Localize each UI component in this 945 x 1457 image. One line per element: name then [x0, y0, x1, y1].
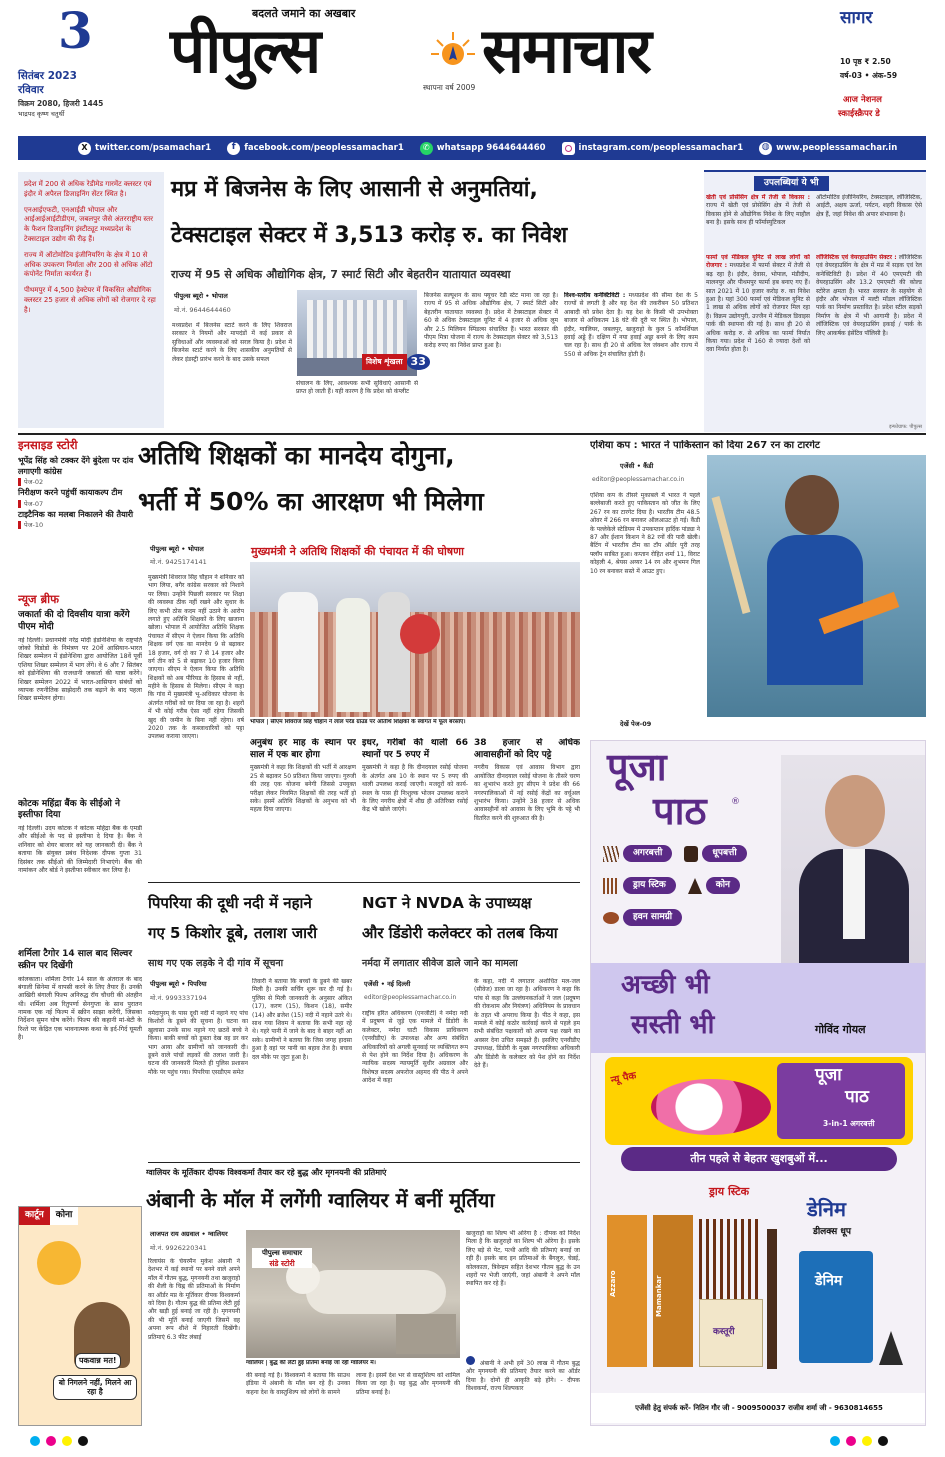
box4-text: लॉजिस्टिक एवं वेयरहाउसिंग के क्षेत्र में मप्र में सड़क एवं रेल कनेक्टिविटी है। प्रदेश में 40 एमएमटी की वेयरहाउसिंग और 13.2 एमएमटी की कोल्ड स्टोरेज क्षमता है। भारत सरकार के सहयोग से इंदौर और भोपाल में मल्टी मॉडल लॉजिस्टिक पार्क का निर्माण प्रस्तावित है। प्रदेश स्टील सड़को निर्माण के क्षेत्र में भी आगामी है। प्रदेश में लॉजिस्टिक एवं वेयरहाउसिंग इकाई / पार्क के लिए आकर्षक इंसेंटिव पॉलिसी है। [816, 254, 922, 337]
inside-story [18, 438, 142, 529]
pooja-paath-ad [590, 740, 926, 1426]
lead-col-2: संचालन के लिए, आवश्यक सभी सुविधाएं आसानी से प्राप्त हो जाती हैं। यही कारण है कि प्रदेश को कंप्लीट [296, 380, 418, 396]
lead-bullets [18, 172, 164, 428]
box3-title: फार्मा एवं मेडिकल यूनिट से लाख लोगों को रोजगार : [706, 254, 810, 270]
ngt-col-1: राष्ट्रीय हरित अधिकरण (एनजीटी) ने नर्मदा नदी में प्रदूषण से जुड़े एक मामले में डिंडोरी के कलेक्टर, नर्मदा घाटी विकास प्राधिकरण (एनवीडीए) के उपाध्यक्ष और अन्य संबंधित अधिकारियों को अगली सुनवाई पर व्यक्तिगत रूप से पेश होने का निर्देश दिया है। अधिकरण के न्यायिक सदस्य न्यायमूर्ति सुधीर अग्रवाल और विशेषज्ञ सदस्य अफरोज अहमद की पीठ ने अपने आदेश में कहा [362, 1010, 468, 1085]
achievements-box-3 [706, 254, 810, 422]
product-label: ड्राय स्टिक [623, 877, 676, 894]
divider [148, 882, 580, 883]
ngt-col-2: के कहा, नदी में लगातार अशोधित मल-जल (सीवेज) डाला जा रहा है। अधिकरण ने कहा कि पांच से कहा कि उल्लंघनकर्ताओं ने जल (प्रदूषण की रोकथाम और नियंत्रण) अधिनियम के प्रावधान के तहत भी अपराध किया है। पीठ ने कहा, इस मामले में कोई कठोर कार्रवाई करने से पहले हम सभी संबंधित पक्षकारों को अपना पक्ष रखने का अवसर देना उचित समझते हैं। इसलिए एनवीडीए उपाध्यक्ष, डिंडोरी के मुख्य नगरपालिका अधिकारी और डिंडोरी के कलेक्टर को पेश होने का निर्देश देते हैं। [474, 978, 580, 1069]
ad-product-row-2 [603, 877, 740, 894]
teachers-headline-2: भर्ती में 50% का आरक्षण भी मिलेगा [138, 487, 484, 516]
pages-price: 10 पृष्ठ ₹ 2.50 [840, 57, 891, 66]
series-badge [362, 354, 430, 370]
social-label: whatsapp 9644644460 [436, 142, 546, 153]
pipariya-subhead: साथ गए एक लड़के ने दी गांव में सूचना [148, 958, 284, 969]
box4-title: लॉजिस्टिक एवं वेयरहाउसिंग सेक्टर : [816, 254, 897, 261]
inside-item[interactable] [18, 510, 142, 530]
social-label: facebook.com/peoplessamachar1 [244, 142, 404, 153]
social-label: instagram.com/peoplessamachar1 [578, 142, 744, 153]
infograph-credit: इन्फोग्राफ: पीपुल्स [889, 423, 922, 430]
ad-denim-box [799, 1251, 873, 1363]
teachers-body: मुख्यमंत्री शिवराज सिंह चौहान ने शनिवार को भाग लिया, बगैर कांग्रेस सरकार को निशाने पर लिया। उन्होंने पिछली सरकार पर शिक्षा की व्यवस्था ठीक नहीं रखने और सुधार के लिए कभी ठोस कदम नहीं उठाने के आरोप लगाते हुए अतिथि शिक्षकों के लिए खजाना खोला। भोपाल में आयोजित अतिथि शिक्षक पंचायत में सीएम ने ऐलान किया कि अतिथि शिक्षक वर्ग एक का मानदेय 9 से बढ़ाकर 18 हजार, वर्ग दो का 7 से 14 हजार और वर्ग तीन को 5 से बढ़ाकर 10 हजार किया जाएगा। सीएम ने ऐलान किया कि अतिथि शिक्षकों को अब पीरियड के हिसाब से नहीं, महीने के हिसाब से मिलेगा। सीएम ने कहा कि गांव में मुख्यमंत्री भू-अधिकार योजना के अंतर्गत गरीबों को घर दिया जा रहा है। शहरों में भी कोई गरीब ऐसा नहीं रहेगा जिसकी खुद की जमीन के बिना नहीं रहेगा। वर्ष 2020 तक के कब्जाधारियों को पट्टा उपलब्ध कराया जाएगा। [148, 574, 244, 741]
series-badge-label: विशेष शृंखला [362, 354, 407, 369]
divider [18, 433, 926, 435]
social-item-website[interactable] [759, 142, 897, 155]
product-label: हवन सामग्री [623, 909, 682, 926]
asia-email: editor@peoplessamachar.co.in [592, 476, 685, 483]
ngt-byline: एजेंसी • नई दिल्ली [364, 980, 411, 988]
product-label: धूपबत्ती [702, 845, 746, 862]
ngt-email: editor@peoplessamachar.co.in [364, 994, 457, 1001]
asia-byline: एजेंसी • कैंडी [620, 462, 654, 470]
cartoon-label: कार्टून [19, 1207, 50, 1225]
ad-slogan-2: सस्ती भी [631, 1010, 715, 1040]
brief-body: नई दिल्ली। उदय कोटक ने कोटक महिंद्रा बैंक के एमडी और सीईओ के पद से इस्तीफा दे दिया है। बैंक ने शनिवार को शेयर बाजार को यह जानकारी दी। बैंक ने बताया कि संयुक्त प्रबंध निदेशक दीपक गुप्ता 31 दिसंबर तक सीईओ की जिम्मेदारी निभाएंगे। बैंक की नामांकन और बोर्ड ने इस्तीफा स्वीकार कर लिया है। [18, 825, 142, 874]
cartoon-sun-icon [37, 1241, 81, 1285]
achievements-box-1 [706, 194, 810, 250]
ad-stick-box-2-label: Mamankar [655, 1275, 663, 1317]
teachers-sub-2 [362, 738, 468, 878]
teachers-photo-head: मुख्यमंत्री ने अतिथि शिक्षकों की पंचायत में की घोषणा [251, 545, 464, 558]
bullet-item: राज्य में ऑटोमोटिव इंजीनियरिंग के क्षेत्र में 10 से अधिक उपकरण निर्माता और 200 से अधिक ऑटो कंपोनेंट निर्माता कार्यरत हैं। [24, 250, 153, 279]
product-label: अगरबत्ती [623, 845, 672, 862]
havan-samagri-icon [603, 912, 619, 924]
ad-pack-tag: 3-in-1 अगरबत्ती [823, 1119, 875, 1128]
news-brief-title: न्यूज ब्रीफ [18, 592, 60, 606]
date-line-2: रविवार [18, 84, 44, 96]
ad-incense-burner [767, 1229, 777, 1369]
sub-2-text: मुख्यमंत्री ने कहा है कि दीनदयाल रसोई योजना के अंतर्गत अब 10 के स्थान पर 5 रुपए की थाली उपलब्ध कराई जाएगी। मजदूरों को कार्य-स्थल के पास ही निःशुल्क भोजन उपलब्ध कराने के लिए नगरीय क्षेत्रों में शीघ्र ही अतिरिक्त रसोई केंद्र भी खोले जाएंगे। [362, 764, 468, 814]
pipariya-byline: पीपुल्स ब्यूरो • पिपरिया [150, 980, 207, 988]
achievements-box-4 [816, 254, 922, 422]
gwalior-byline: लाजपत राय अग्रवाल • ग्वालियर [150, 1230, 228, 1238]
ad-kasturi-label: कस्तूरी [713, 1327, 735, 1337]
lead-col-3: बिजनेस सल्यूशन के साथ फ्यूचर रेडी स्टेट माना जा रहा है। राज्य में 95 से अधिक औद्योगिक क्षेत्र, 7 स्मार्ट सिटी और बेहतरीन यातायात व्यवस्था है। प्रदेश में टेक्सटाइल सेक्टर में 60 से अधिक टेक्सटाइल यूनिट में 4 हजार से अधिक लूम और 2.5 मिलियन स्पिंडल्स संचालित हैं। भारत सरकार की पीएम मित्रा योजना में राज्य के टेक्सटाइल सेक्टर को 3,513 करोड़ रुपए का निवेश प्राप्त हुआ है। [424, 292, 558, 350]
cricket-photo [707, 455, 926, 717]
print-registration-marks [30, 1436, 88, 1446]
social-item-whatsapp[interactable] [420, 142, 546, 155]
ad-denim-brand: डेनिम [807, 1197, 846, 1221]
gwalior-col-4: खजुराहो का शिल्प भी ओरेगा है : दीपक को निर्देश मिला है कि खजुराहो का शिल्प भी ओरेगा है। इसके लिए बड़े से पेट, पत्थी आदि की प्रतिमाएं बनाई जा रही हैं। इसके बाद इन प्रतिमाओं के बैंगलुरु, चेन्नई, कोलकाता, त्रिवेन्द्रम सहित देशभर गौतम बुद्ध के उन शहरों पर भेजी जाएंगी, जहां अंबानी ने अपने मॉल स्थापित कर रहे हैं। [466, 1230, 580, 1288]
ad-deluxe: डीलक्स धूप [813, 1227, 851, 1237]
brief-headline: कोटक महिंद्रा बैंक के सीईओ ने इस्तीफा दिया [18, 798, 120, 821]
quote-icon [466, 1356, 475, 1365]
ad-product-row-1 [603, 845, 747, 862]
teachers-photo [250, 562, 580, 717]
cartoon [18, 1206, 142, 1426]
box1-text: राज्य में खेती एवं प्रोसेसिंग क्षेत्र में तेजी से विकास होने से औद्योगिक निवेश के लिए माहौल बना है। इसके साथ ही फॉर्मास्युटिकल [706, 202, 810, 227]
box1-title: खेती एवं प्रोसेसिंग क्षेत्र में तेजी से विकास : [706, 194, 810, 201]
pipariya-col-2: तिवारी ने बताया कि बच्चों के डूबने की खबर मिली है। उनकी सर्चिंग शुरू कर दी गई है। पुलिस से मिली जानकारी के अनुसार अंकित (17), करण (15), किशन (18), समीर (14) और ब्रजेश (15) नदी में नहाने उतरे थे। साथ गया शिवम ने बताया कि सभी नहा रहे थे। गहरे पानी में जाने के बाद वे बाहर नहीं आ सके। ग्रामीणों ने बताया कि जिस जगह हादसा हुआ है वहां पर पानी का बहाव तेज है। बचाव दल मौके पर जुटा हुआ है। [252, 978, 352, 1061]
inside-item-page: पेज-07 [18, 500, 142, 508]
inside-item[interactable] [18, 456, 142, 486]
social-item-facebook[interactable] [227, 142, 404, 155]
ad-dry-stick-label: ड्राय स्टिक [709, 1185, 750, 1198]
gwalior-kicker: ग्वालियर के मूर्तिकार दीपक विश्वकर्मा तैयार कर रहे बुद्ध और मृगनयनी की प्रतिमाएं [146, 1168, 387, 1177]
lead-col-4-text: मध्यप्रदेश की सीमा देश के 5 राज्यों से लगती है और यह देश की तकरीबन 50 प्रतिशत आबादी को प्रवेश देता है। यह देश के किसी भी उपभोक्ता बाजार से अधिकतम 18 घंटे की दूरी पर स्थित है। भोपाल, इंदौर, ग्वालियर, जबलपुर, खजुराहो के कुल 5 कॉमर्शियल हवाई अड्डे हैं। दक्षिण में नया हवाई अड्डा बनने के लिए काम चल रहा है। साथ ही 20 से अधिक रेल जंक्शन और राज्य में 550 से अधिक ट्रेन संचालित होती हैं। [564, 292, 698, 358]
teachers-headline-1: अतिथि शिक्षकों का मानदेय दोगुना, [138, 441, 455, 470]
incense-stick-icon [603, 846, 619, 862]
gwalior-quote [466, 1356, 580, 1424]
sub-3-title: 38 हजार से अधिक आवासहीनों को दिए पट्टे [474, 738, 580, 760]
cartoon-bubble-2: बो निगलने नहीं, मिलने आ रहा है [53, 1375, 137, 1400]
tagline: बदलते जमाने का अखबार [252, 7, 356, 20]
date-line-4: भाद्रपद कृष्ण चतुर्थी [18, 110, 65, 118]
ad-brand-2: पाठ [653, 789, 707, 833]
inside-item[interactable] [18, 488, 142, 508]
sun-emblem-icon [431, 30, 475, 74]
instagram-icon [562, 142, 575, 155]
ad-pack-brand-2: पाठ [845, 1087, 869, 1107]
ad-flowers [651, 1079, 771, 1135]
ad-denim-box-label: डेनिम [815, 1273, 843, 1289]
news-brief [18, 592, 142, 1198]
asia-body: एशिया कप के तीसरे मुकाबले में भारत ने पहले बल्लेबाजी करते हुए पाकिस्तान को जीत के लिए 267 रन का टारगेट दिया है। भारतीय टीम 48.5 ओवर में 266 रन बनाकर ऑलआउट हो गई। कैंडी के पल्लेकेले स्टेडियम में उपकप्तान हार्दिक पांड्या ने 87 और ईशान किशन ने 82 रनों की पारी खेली। बैटिंग में भारतीय टीम का टॉप ऑर्डर पूरी तरह फ्लॉप साबित हुआ। कप्तान रोहित शर्मा 11, विराट कोहली 4, श्रेयस अय्यर 14 रन और शुभमन गिल 10 रन बनाकर सस्ते में आउट हुए। [590, 492, 700, 575]
ad-pack-brand-1: पूजा [815, 1065, 842, 1085]
cone-icon [688, 878, 702, 894]
ngt-headline-2: और डिंडोरी कलेक्टर को तलब किया [362, 924, 558, 942]
globe-icon: ◍ [759, 142, 772, 155]
lead-subhead: राज्य में 95 से अधिक औद्योगिक क्षेत्र, 7 स्मार्ट सिटी और बेहतरीन यातायात व्यवस्था [171, 268, 511, 281]
x-icon: X [78, 142, 91, 155]
inside-item-text: भूपेंद्र सिंह को टक्कर देंगे बुंदेला पर दांव लगाएगी कांग्रेस [18, 456, 134, 476]
whatsapp-icon: ✆ [420, 142, 433, 155]
ad-product-row-3 [603, 909, 682, 926]
brief-headline: शर्मिला टैगोर 14 साल बाद सिल्वर स्क्रीन पर दिखेंगी [18, 949, 132, 971]
pipariya-phone: मो.नं. 9993337194 [150, 994, 207, 1002]
ad-stick-box-1-label: Azzaro [609, 1270, 617, 1297]
gwalior-phone: मो.नं. 9926220341 [150, 1244, 207, 1252]
gwalior-col-1: रिलायंस के चेयरमैन मुकेश अंबानी ने देशभर में कई स्थानों पर बनने वाले अपने मॉल में गौतम बुद्ध, मृगनयनी तथा खजुराहो की शैली के चिह्न की प्रतिमाओं के निर्माण का ऑर्डर मप्र के मूर्तिकार दीपक विश्वकर्मा को दिया है। गौतम बुद्ध की प्रतिमा लेटी हुई और खड़ी हुई बनाई जा रही है। मृगनयनी की भी मूर्ति बनाई जाएगी जिसमें वह अपना रूप शीशे में निहारती दिखेंगी। प्रतिमाएं 6.3 फीट लंबाई [148, 1258, 240, 1341]
inside-item-page: पेज-10 [18, 521, 142, 529]
teachers-phone: मो.नं. 9425174141 [150, 558, 207, 566]
ad-cone-dark [879, 1331, 903, 1365]
title-left: पीपुल्स [170, 14, 320, 87]
inside-item-page: पेज-02 [18, 478, 142, 486]
lead-headline-2: टेक्सटाइल सेक्टर में 3,513 करोड़ रु. का निवेश [171, 223, 568, 248]
social-item-twitter[interactable] [78, 142, 211, 155]
stamp-line-2: संडे स्टोरी [252, 1259, 312, 1268]
ad-slogan-1: अच्छी भी [621, 970, 710, 1000]
cartoon-corner: कोना [50, 1207, 79, 1225]
teachers-sub-3 [474, 738, 580, 878]
achievements-title: उपलब्धियां ये भी [754, 176, 829, 191]
lead-col-4-title: विश्व-स्तरीय कनेक्टिविटी : [564, 292, 626, 299]
brief-body: नई दिल्ली। प्रधानमंत्री नरेंद्र मोदी इंडोनेशिया के राष्ट्रपति जोको विडोडो के निमंत्रण पर 20वें आसियान-भारत शिखर सम्मेलन में इंडोनेशिया द्वारा आयोजित 18वें पूर्वी एशिया शिखर सम्मेलन में भाग लेंगे। वे 6 और 7 सितंबर को इंडोनेशिया की राजधानी जकार्ता की यात्रा करेंगे। शिखर सम्मेलन 2022 में भारत-आसियान संबंधों को व्यापक रणनीतिक साझेदारी तक बढ़ाने के बाद पहला शिखर सम्मेलन होगा। [18, 636, 142, 703]
gwalior-headline: अंबानी के मॉल में लगेंगी ग्वालियर में बनीं मूर्तिया [146, 1188, 495, 1212]
brief-headline: जकार्ता की दो दिवसीय यात्रा करेंगे पीएम मोदी [18, 610, 130, 633]
title-right: समाचार [482, 14, 650, 87]
pipariya-headline-2: गए 5 किशोर डूबे, तलाश जारी [148, 924, 318, 942]
ad-person-name: गोविंद गोयल [815, 1023, 866, 1036]
lead-headline-1: मप्र में बिजनेस के लिए आसानी से अनुमतियां, [171, 177, 538, 202]
founded: स्थापना वर्ष 2009 [423, 83, 476, 92]
edition: सागर [840, 8, 873, 28]
ad-brand-1: पूजा [607, 745, 667, 789]
gwalior-col-3: लाना है। इसमें देश भर से वास्तुशिल्प को शामिल किया जा रहा है। यह बुद्ध और मृगनयनी की प्रतिमा बनाई है। [356, 1372, 460, 1396]
print-registration-marks [830, 1436, 888, 1446]
achievements-box-2: ऑटोमोटिव इंजीनियरिंग, टेक्सटाइल, लॉजिस्टिक, आईटी, अक्षय ऊर्जा, पर्यटन, शहरी विकास ऐसे क्षेत्र हैं, जहां निवेश की अपार संभावना है। [816, 194, 922, 218]
teachers-sub-1 [250, 738, 356, 878]
box3-text: मध्यप्रदेश में फार्मा सेक्टर में तेजी से बढ़ रहा है। इंदौर, देवास, भोपाल, मंडीदीप, मालनपुर और पीथमपुर फार्मा हब बनाए गए हैं। सात 2021 में 10 हजार करोड़ रु. का निवेश हुआ है। यहां 300 फार्मा एवं मेडिकल यूनिट से 1 लाख से अधिक लोगों को रोजगार मिल रहा है। विक्रम उद्योगपुरी, उज्जैन में मेडिकल डिवाइस पार्क की स्थापना की गई है। साथ ही 20 से अधिक करोड़ रु. से अधिक का फार्मा निर्यात किया गया। प्रदेश में 160 से ज्यादा देशों को दवा निर्यात होता है। [706, 262, 810, 354]
divider [148, 1162, 580, 1163]
lead-byline: पीपुल्स ब्यूरो • भोपाल [174, 292, 228, 300]
skyscraper-line-1: आज नेशनल [843, 95, 882, 105]
stamp-line-1: पीपुल्स समाचार [252, 1248, 312, 1259]
asia-more[interactable]: देखें पेज-09 [620, 720, 652, 728]
ngt-subhead: नर्मदा में लगातार सीवेज डाले जाने का मामला [362, 958, 518, 969]
sub-2-title: इधर, गरीबों की थाली 66 स्थानों पर 5 रुपए में [362, 738, 468, 760]
date-line-1: सितंबर 2023 [18, 70, 77, 82]
ngt-headline-1: NGT ने NVDA के उपाध्यक्ष [362, 894, 532, 912]
skyscraper-line-2: स्काईस्क्रैपर डे [838, 109, 880, 119]
masthead [0, 0, 945, 153]
inside-item-text: निरीक्षण करने पहुंचीं कायाकल्प टीम [18, 488, 123, 498]
ad-new-pack: न्यू पैक [609, 1070, 638, 1087]
social-bar [18, 136, 926, 160]
social-label: www.peoplessamachar.in [776, 142, 898, 153]
cartoon-bubble-1: पकवान्न मत! [75, 1353, 121, 1369]
lead-col-4 [564, 292, 698, 424]
sub-1-title: अनुबंध हर माह के स्थान पर साल में एक बार होगा [250, 738, 356, 760]
sunday-stamp [252, 1248, 312, 1268]
date-day: 3 [58, 1, 93, 60]
gwalior-caption: ग्वालियर | बुद्ध की लेटी हुई प्रतिमा बनाई जा रही ग्वालियर में। [246, 1360, 376, 1366]
gwalior-col-2: की बनाई गई है। विश्वकर्मा ने बताया कि साउथ इंडिया में अंबानी के मॉल बन रहे हैं। उनका कहना देश के वास्तुशिल्प को लोगों के सामने [246, 1372, 350, 1396]
teachers-caption: भोपाल | सीएम शिवराज सिंह चौहान ने लाल परेड ग्राउंड पर अतिथि शिक्षकों के स्वागत में फूल बरसाए। [250, 719, 466, 725]
bullet-item: एनआईएफटी, एनआईडी भोपाल और आईआईआईटीडीएम, जबलपुर जैसे अंतरराष्ट्रीय स्तर के फैशन डिजाइनिंग इंस्टीट्यूट मध्यप्रदेश के टेक्सटाइल उद्योग की रीढ़ हैं। [24, 205, 153, 243]
date-line-3: विक्रम 2080, हिजरी 1445 [18, 99, 104, 108]
bullet-item: पीथमपुर में 4,500 हेक्टेयर में विकसित औद्योगिक क्लस्टर 25 हजार से अधिक लोगों को रोजगार दे रहा है। [24, 286, 156, 314]
dry-stick-icon [603, 878, 619, 894]
inside-item-text: टाइटैनिक का मलबा निकालने की तैयारी [18, 509, 134, 519]
ad-registered: ® [731, 797, 740, 807]
series-badge-number: 33 [407, 354, 430, 370]
teachers-byline: पीपुल्स ब्यूरो • भोपाल [150, 545, 204, 553]
sub-3-text: नगरीय विकास एवं आवास विभाग द्वारा आयोजित दीनदयाल रसोई योजना के तीसरे चरण का शुभारंभ करते हुए सीएम ने प्रदेश की 66 नगरपालिकाओं में नई रसोई केंद्रों का वर्चुअल शुभारंभ किया। उन्होंने 38 हजार से अधिक आवासहीनों को आवास के लिए भूमि के पट्टे भी वितरित करने की शुरुआत की है। [474, 764, 580, 822]
ad-contact: एजेंसी हेतु संपर्क करें- नितिन गौर जी - 9009500037 राजीव शर्मा जी - 9630814655 [591, 1393, 926, 1423]
ad-sticks [699, 1219, 759, 1299]
pipariya-col-1: नर्मदापुरम् के पास दूधी नदी में नहाने गए पांच किशोरों के डूबने की सूचना है। घटना का खुलासा उनके साथ नहाने गए छठवें बच्चे ने किया। बाकी बच्चों को डूबता देख वह डर कर भाग आया और ग्रामीणों को जानकारी दी। डूबने वाले पांचों लड़कों की तलाश जारी है। घटना की जानकारी मिलते ही पुलिस प्रशासन मौके पर पहुंच गया। पिपरिया एसडीएम समेत [148, 1010, 248, 1076]
pipariya-headline-1: पिपरिया की दूधी नदी में नहाने [148, 894, 312, 912]
volume: वर्ष-03 • अंक-59 [840, 71, 898, 80]
achievements-box [704, 170, 926, 432]
lead-col-1: मध्यप्रदेश में बिजनेस स्टार्ट करने के लिए शिवराज सरकार ने नियमों और मापदंडों में कई प्रकार से सुविधाओं और व्यवस्थाओं को सरल किया है। प्रदेश में बिजनेस स्टार्ट करने के लिए शासकीय अनुमतियों से लेकर इंडस्ट्री प्रारंभ करने के बाद उसके सफल [172, 322, 292, 363]
brief-body: कोलकाता। शर्मिला टैगोर 14 साल के अंतराल के बाद बंगाली सिनेमा में वापसी करने के लिए तैयार हैं। उनकी आखिरी बंगाली फिल्म अनिरुद्ध रॉय चौधरी की अंतहीन थी। शर्मिला अब रितुपर्णा सेनगुप्ता के साथ पुरातन नामक एक नई फिल्म में स्क्रीन साझा करेंगी, जिसका निर्देशन सुमन घोष करेंगे। फिल्म की कहानी मां-बेटी के रिश्ते पर केंद्रित एक भावनात्मक कथा के इर्द-गिर्द घूमती है। [18, 975, 142, 1042]
social-item-instagram[interactable] [562, 142, 744, 155]
lead-phone: मो.नं. 9644644460 [174, 306, 231, 314]
facebook-icon: f [227, 142, 240, 155]
social-label: twitter.com/psamachar1 [95, 142, 212, 153]
ad-banner: तीन पहले से बेहतर खुशबुओं में... [621, 1147, 897, 1171]
bullet-item: प्रदेश में 200 से अधिक रेडीमेड गारमेंट क्लस्टर एवं इंदौर में अपैरल डिजाइनिंग सेंटर स्थित है। [24, 180, 152, 198]
quote-text: अंबानी ने अभी हमें 30 लाख में गौतम बुद्ध और मृगनयनी की प्रतिमाएं तैयार करने का ऑर्डर दिया है। दोनों ही आकृति बड़े होंगे। - दीपक विश्वकर्मा, राज्य शिल्पकार [466, 1360, 580, 1393]
inside-story-title: इनसाइड स्टोरी [18, 438, 78, 452]
asia-headline: एशिया कप : भारत ने पाकिस्तान को दिया 267 रन का टारगेट [590, 440, 820, 451]
product-label: कोन [706, 877, 740, 894]
sub-1-text: मुख्यमंत्री ने कहा कि शिक्षकों की भर्ती में आरक्षण 25 से बढ़ाकर 50 प्रतिशत किया जाएगा। गुरुजी की तरह एक योजना बनेगी जिससे उपयुक्त परीक्षा लेकर नियमित शिक्षकों की तरह भर्ती हो सके। इसमें अतिथि शिक्षकों के अनुभव को भी महत्व दिया जाएगा। [250, 764, 356, 814]
dhoop-icon [684, 846, 698, 862]
